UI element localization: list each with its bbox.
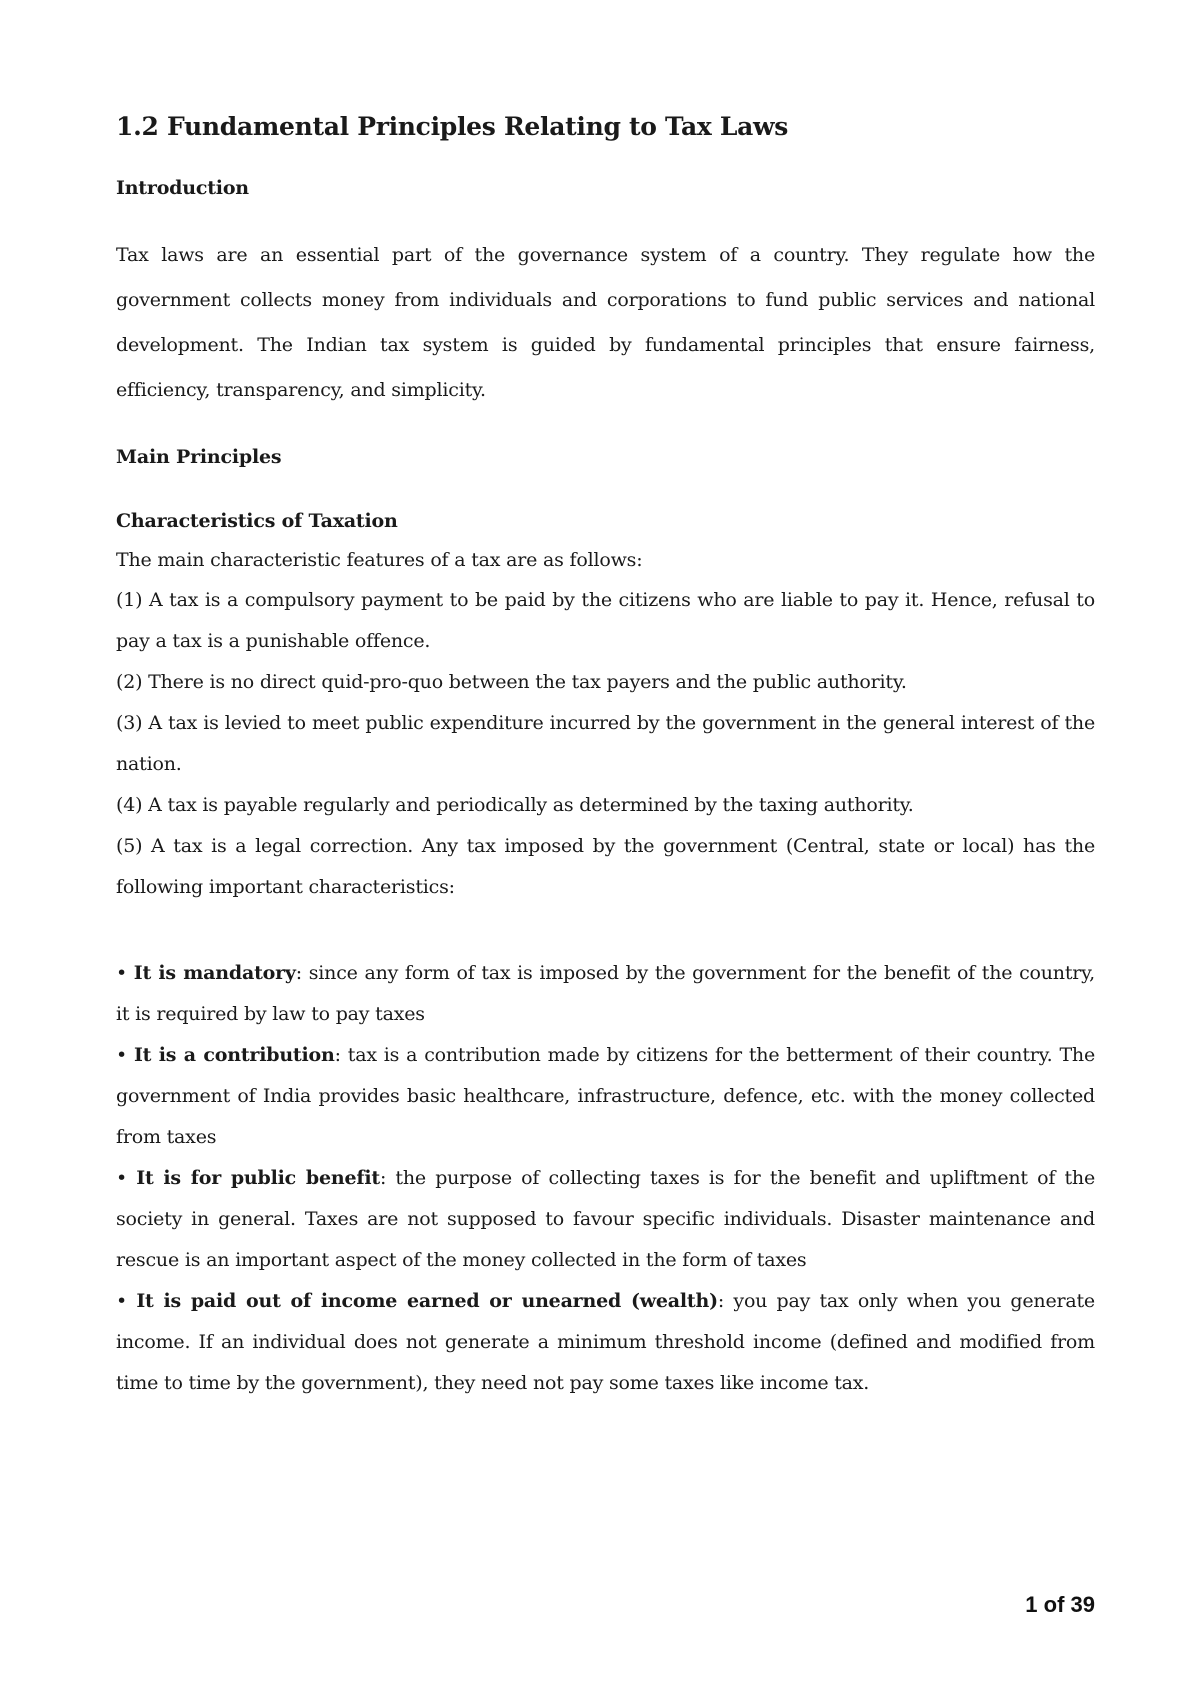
- page-title: 1.2 Fundamental Principles Relating to Tax Laws: [116, 112, 789, 141]
- main-principles-heading: Main Principles: [116, 446, 282, 468]
- bullet-item: [116, 1281, 1095, 1404]
- bullet-marker: •: [116, 1044, 134, 1066]
- characteristics-intro: The main characteristic features of a tax are as follows:: [116, 549, 643, 571]
- characteristic-item-2: (2) There is no direct quid-pro-quo between the tax payers and the public authority.: [116, 671, 907, 693]
- characteristic-item-1: (1) A tax is a compulsory payment to be paid by the citizens who are liable to pay it. Hence, refusal to pay a tax is a punishable offence.: [116, 589, 1095, 652]
- bullet-term: It is for public benefit: [136, 1167, 380, 1189]
- bullet-term: It is a contribution: [133, 1044, 335, 1066]
- bullet-text: : the purpose of collecting taxes is for the benefit and upliftment of the society in general. Taxes are not supposed to favour specific individuals. Disaster maintenance and rescue is an important aspect of the money collected in the form of taxes: [116, 1167, 1095, 1271]
- bullet-term: It is paid out of income earned or unearned (wealth): [136, 1290, 718, 1312]
- bullet-marker: •: [116, 1290, 137, 1312]
- characteristic-item-5: (5) A tax is a legal correction. Any tax imposed by the government (Central, state or local) has the following important characteristics:: [116, 835, 1095, 898]
- document-content: [116, 110, 1095, 1404]
- introduction-paragraph: Tax laws are an essential part of the governance system of a country. They regulate how the government collects money from individuals and corporations to fund public services and national development. The Indian tax system is guided by fundamental principles that ensure fairness, efficiency, transparency, and simplicity.: [116, 244, 1095, 401]
- characteristics-heading: Characteristics of Taxation: [116, 510, 398, 532]
- bullet-item: [116, 1035, 1095, 1158]
- bullet-text: : you pay tax only when you generate income. If an individual does not generate a minimum threshold income (defined and modified from time to time by the government), they need not pay some taxes like income tax.: [116, 1290, 1095, 1394]
- bullet-marker: •: [116, 1167, 137, 1189]
- introduction-heading: Introduction: [116, 177, 249, 199]
- characteristic-item-3: (3) A tax is levied to meet public expenditure incurred by the government in the general interest of the nation.: [116, 712, 1095, 775]
- bullet-term: It is mandatory: [133, 962, 296, 984]
- bullet-text: : since any form of tax is imposed by the government for the benefit of the country, it is required by law to pay taxes: [116, 962, 1095, 1025]
- characteristic-item-4: (4) A tax is payable regularly and periodically as determined by the taxing authority.: [116, 794, 914, 816]
- page-number: 1 of 39: [1025, 1592, 1095, 1617]
- bullet-text: : tax is a contribution made by citizens for the betterment of their country. The government of India provides basic healthcare, infrastructure, defence, etc. with the money collected from taxes: [116, 1044, 1095, 1148]
- bullet-marker: •: [116, 962, 134, 984]
- bullet-item: [116, 953, 1095, 1035]
- bullet-item: [116, 1158, 1095, 1281]
